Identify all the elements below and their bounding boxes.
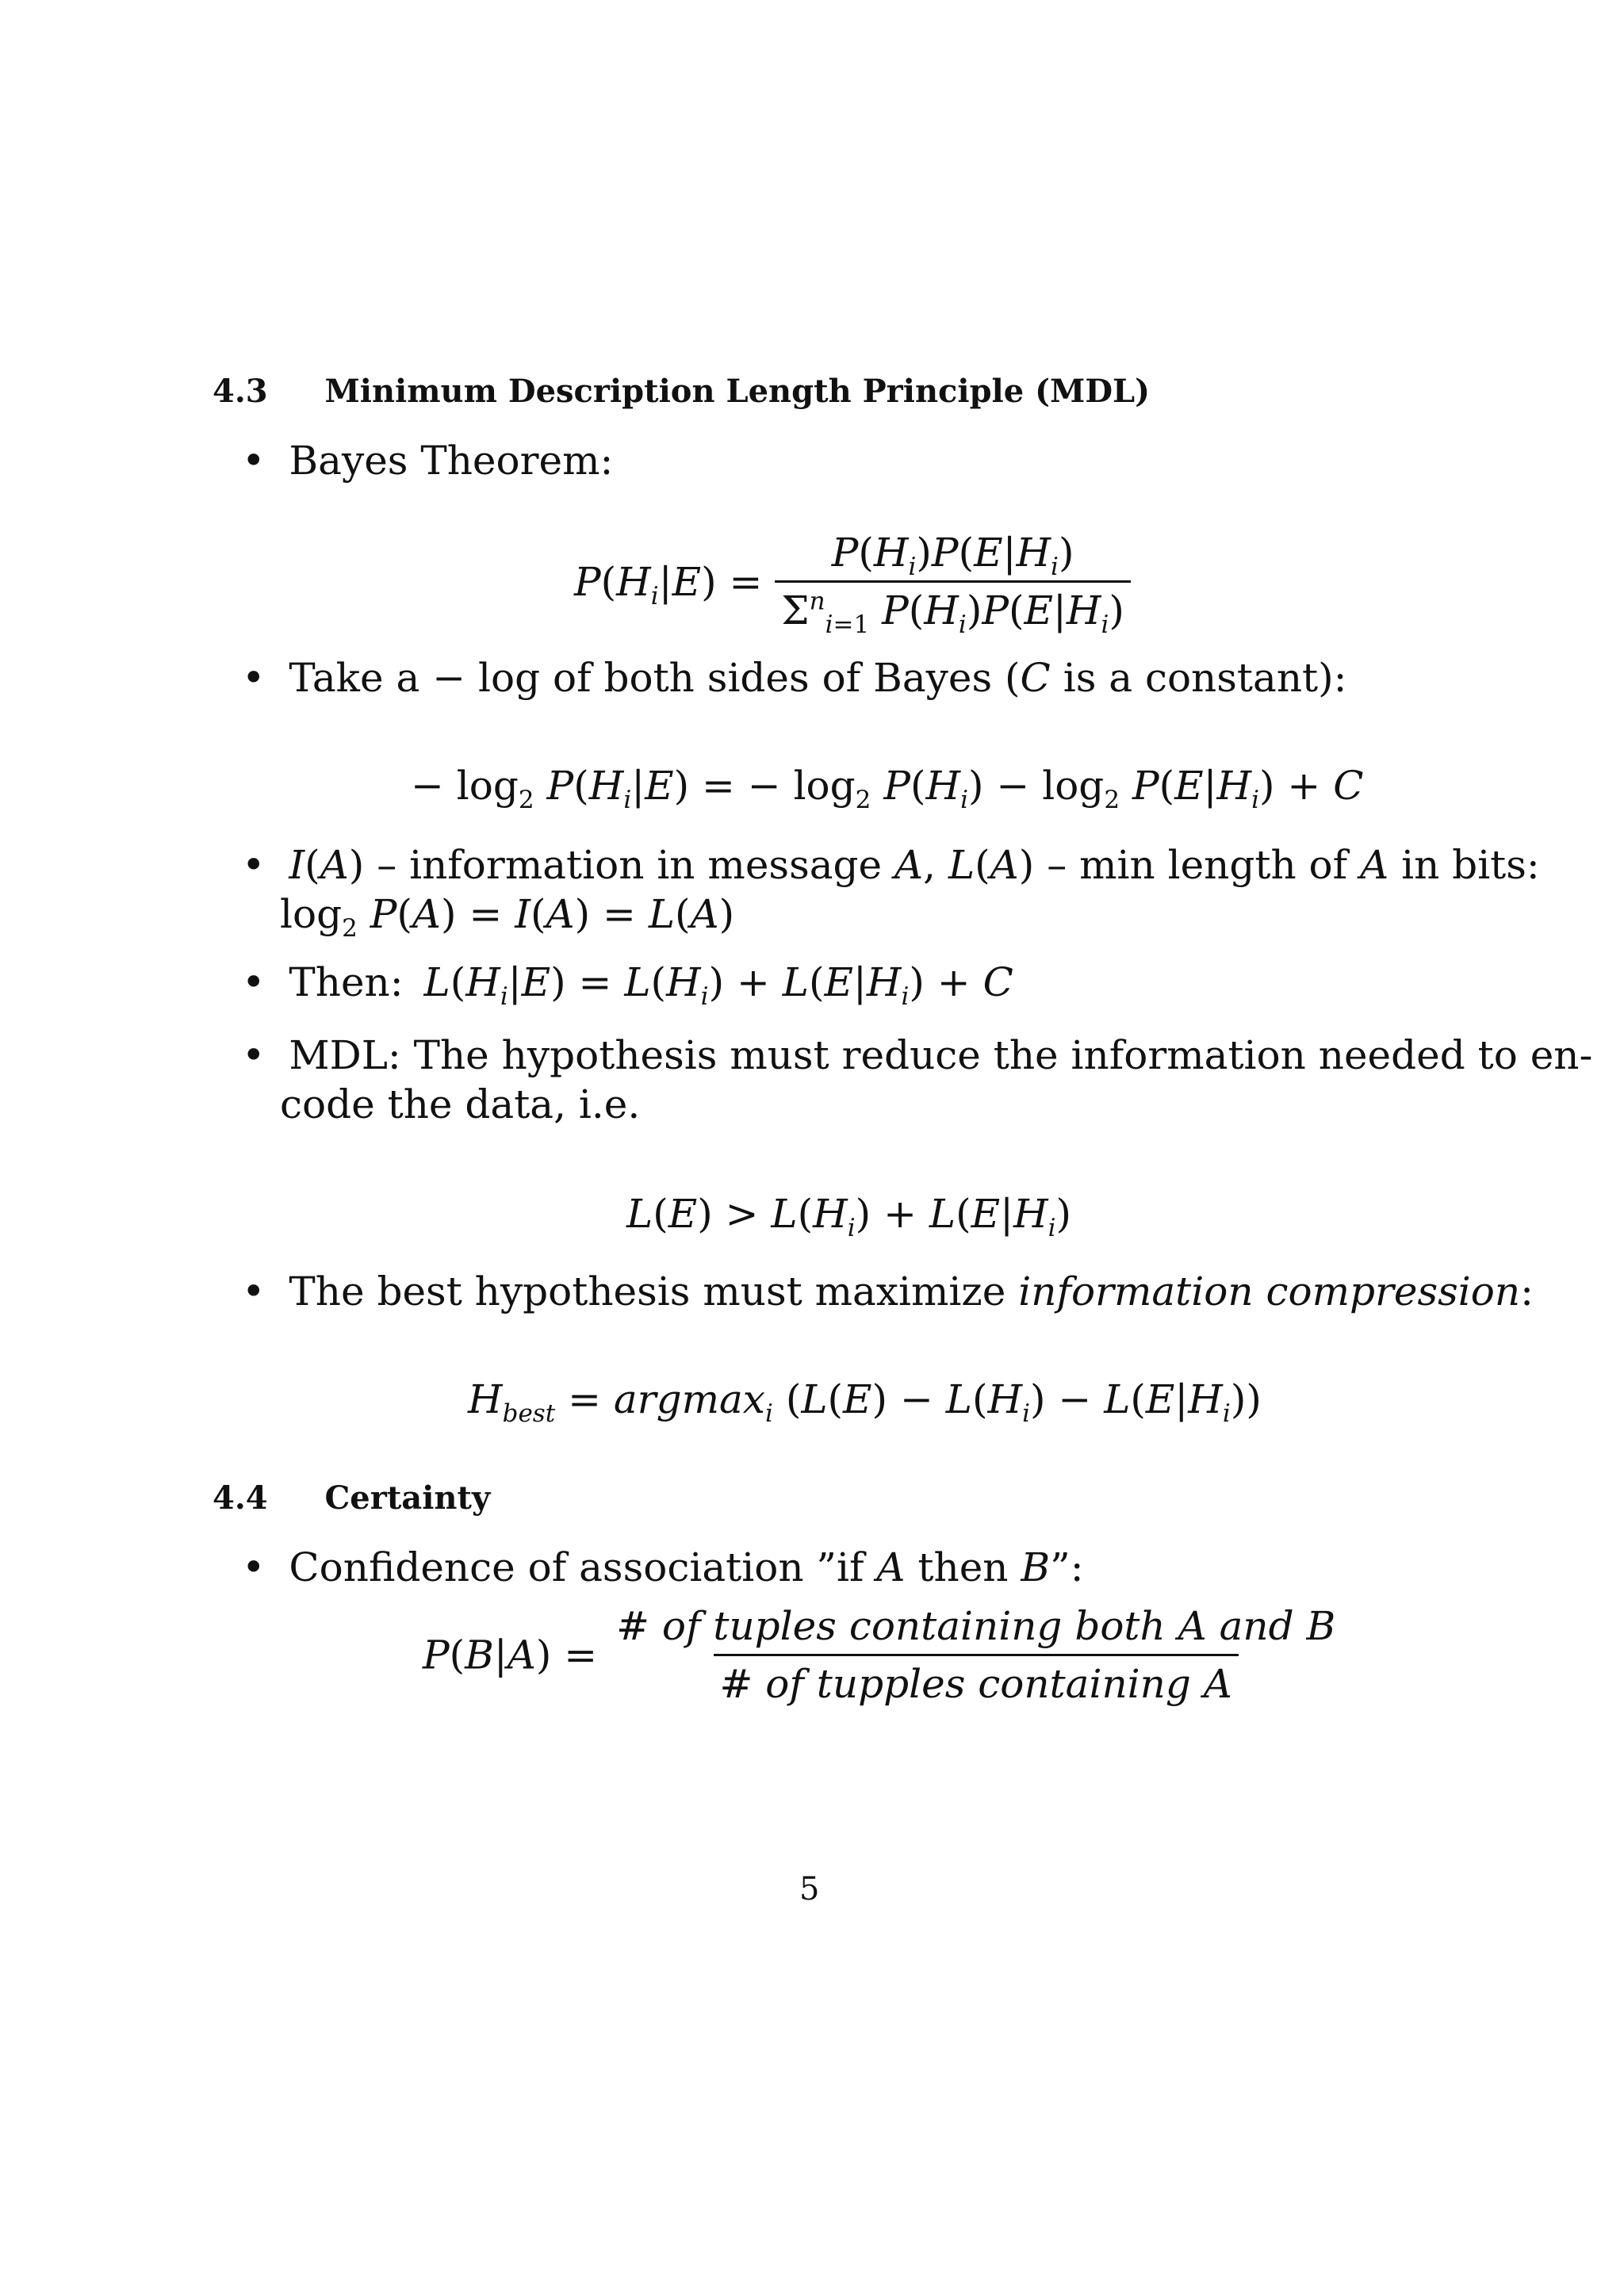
bullet-icon: • — [242, 842, 266, 888]
section-title: Minimum Description Length Principle (MDL) — [324, 373, 1151, 410]
bullet-icon: • — [242, 959, 266, 1005]
bullet-then: • Then: $L(H_i|E) = L(H_i) + L(E|H_i) + C$ — [242, 959, 1013, 1011]
section-number: 4.4 — [213, 1479, 268, 1517]
bullet-mdl: • MDL: The hypothesis must reduce the information needed to en- — [242, 1032, 1593, 1078]
certainty-numerator: # of tuples containing both A and B — [616, 1603, 1336, 1649]
equation-certainty: P(B|A) = $\frac{\text{\# of tuples containing both A and B}}{\text{\# of tupples containing A}}$ — [423, 1603, 1342, 1707]
section-number: 4.3 — [213, 373, 268, 410]
bullet-bayes — [242, 438, 613, 484]
section-title: Certainty — [324, 1479, 491, 1517]
equation-mdl: $L(E) > L(H_i) + L(E|H_i)$ — [626, 1191, 1071, 1242]
equation-log-bayes: − $\log_2 P(H_i|E)$ = − $\log_2 P(H_i) - \log_2 P(E|H_i) + C$ — [411, 763, 1364, 814]
equation-bayes: $P(H_i|E)$ = $\frac{P(H_i)P(E|H_i)}{\Sigma^n_{i=1} P(H_i)P(E|H_i)}$ — [574, 530, 1131, 633]
certainty-denominator: # of tupples containing A — [714, 1654, 1239, 1707]
bullet-information: • I(A) – information in message A, L(A) – min length of A in bits: — [242, 842, 1540, 888]
bullet-confidence: • Confidence of association ”if A then B”: — [242, 1544, 1084, 1590]
emphasis: information compression — [1018, 1269, 1521, 1314]
section-heading-4-4 — [213, 1479, 490, 1517]
bullet-icon: • — [242, 1269, 266, 1314]
equation-h-best: $H_{best} = argmax_i$ $(L(E) - L(H_i) - L(E|H_i))$ — [468, 1376, 1262, 1428]
bullet-icon: • — [242, 1544, 266, 1590]
bullet-take-log: • Take a − log of both sides of Bayes (C is a constant): — [242, 655, 1347, 701]
page-number: 5 — [799, 1871, 820, 1908]
bullet-text: Bayes Theorem: — [289, 438, 614, 484]
equation-information: $\log_2 P(A) = I(A) = L(A)$ — [280, 891, 735, 943]
section-heading-4-3 — [213, 373, 1150, 410]
bullet-icon: • — [242, 1032, 266, 1078]
bullet-icon: • — [242, 655, 266, 701]
bullet-icon: • — [242, 438, 266, 484]
bullet-best-hypothesis: • The best hypothesis must maximize information compression: — [242, 1269, 1534, 1314]
bullet-mdl-line2: code the data, i.e. — [280, 1081, 641, 1127]
